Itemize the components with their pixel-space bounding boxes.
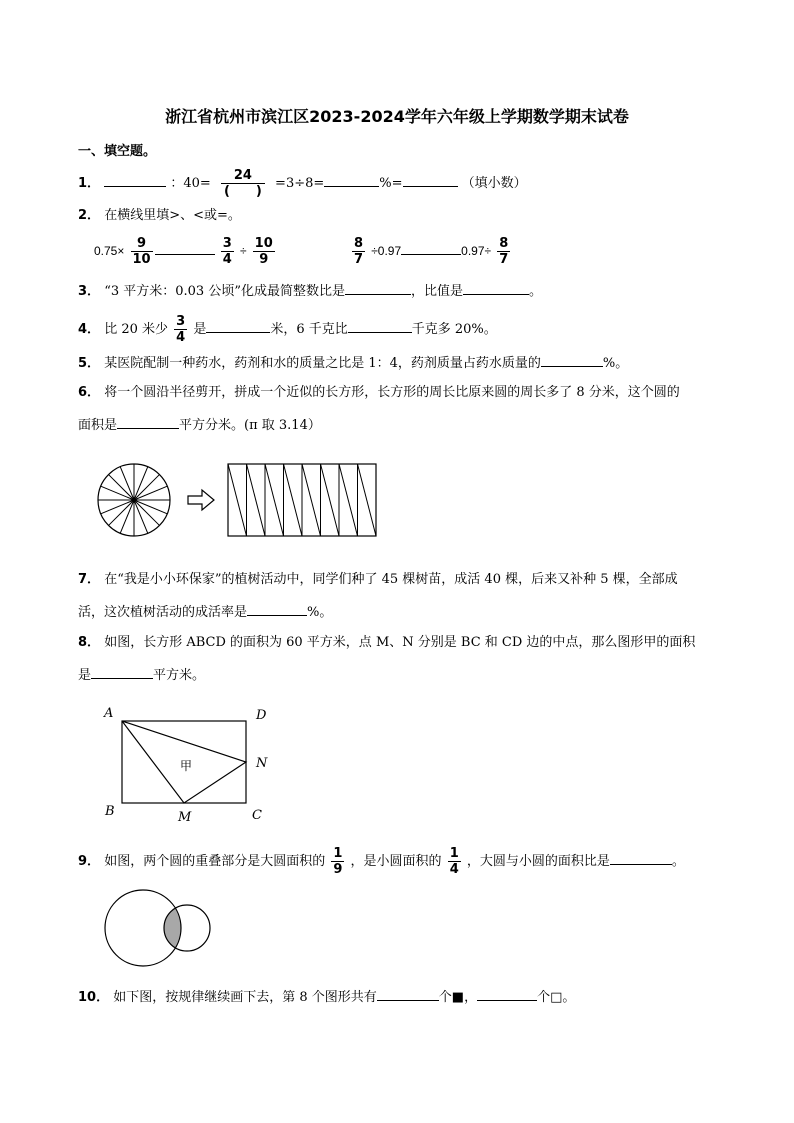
fraction-numerator: 1 bbox=[449, 846, 459, 861]
question-number: 7． bbox=[78, 572, 101, 587]
q1-text-1: ：40= bbox=[170, 176, 211, 191]
answer-blank[interactable] bbox=[477, 986, 537, 1001]
q9-text-1: 如图，两个圆的重叠部分是大圆面积的 bbox=[104, 854, 326, 869]
tooth-diagonal bbox=[265, 464, 284, 536]
q6-text-a: 面积是 bbox=[78, 418, 118, 433]
radius-line bbox=[109, 475, 134, 500]
fraction-denominator: 4 bbox=[222, 252, 232, 267]
question-8 bbox=[78, 633, 695, 653]
tooth-diagonal bbox=[358, 464, 377, 536]
question-number: 4． bbox=[78, 322, 101, 337]
rectangle-teeth bbox=[228, 464, 376, 536]
answer-blank[interactable] bbox=[155, 240, 215, 255]
tooth-diagonal bbox=[228, 464, 247, 536]
q9-fraction-1 bbox=[331, 846, 344, 877]
q10-text-3: 个□。 bbox=[537, 990, 576, 1005]
question-2 bbox=[78, 206, 241, 226]
q3-text-1: “3 平方米：0.03 公顷”化成最简整数比是 bbox=[104, 284, 345, 299]
answer-blank[interactable] bbox=[345, 280, 411, 295]
answer-blank[interactable] bbox=[117, 414, 179, 429]
label-d: D bbox=[256, 708, 267, 723]
q2-compare-a bbox=[94, 236, 277, 267]
q1-fraction bbox=[221, 168, 265, 199]
q4-text-2: 是 bbox=[193, 322, 207, 337]
q7-text-a: 活，这次植树活动的成活率是 bbox=[78, 605, 248, 620]
q2-a-fraction-3 bbox=[253, 236, 275, 267]
q2-b-post: 0.97÷ bbox=[461, 244, 492, 258]
q2-a-prefix: 0.75× bbox=[94, 244, 125, 258]
question-number: 5． bbox=[78, 356, 101, 371]
question-number: 8． bbox=[78, 635, 101, 650]
question-number: 1． bbox=[78, 176, 101, 191]
q8-line-1: 如图，长方形 ABCD 的面积为 60 平方米，点 M、N 分别是 BC 和 CD 边的中点，那么图形甲的面积 bbox=[104, 635, 696, 650]
q1-text-3: %= bbox=[379, 176, 403, 191]
q5-text-1: 某医院配制一种药水，药剂和水的质量之比是 1：4，药剂质量占药水质量的 bbox=[104, 356, 541, 371]
q7-line-1: 在“我是小小环保家”的植树活动中，同学们种了 45 棵树苗，成活 40 棵，后来又补种 5 棵，全部成 bbox=[104, 572, 678, 587]
question-3 bbox=[78, 280, 542, 302]
fraction-denominator: 7 bbox=[499, 252, 509, 267]
answer-blank[interactable] bbox=[463, 280, 529, 295]
q4-text-3: 米，6 千克比 bbox=[270, 322, 348, 337]
question-6 bbox=[78, 383, 680, 403]
q2-compare-b bbox=[350, 236, 512, 267]
answer-blank[interactable] bbox=[104, 172, 166, 187]
question-9 bbox=[78, 846, 685, 877]
fraction-denominator[interactable]: ( ) bbox=[223, 184, 262, 199]
fraction-denominator: 4 bbox=[176, 330, 186, 345]
q1-text-2: =3÷8= bbox=[275, 176, 325, 191]
answer-blank[interactable] bbox=[403, 172, 458, 187]
label-b: B bbox=[105, 804, 115, 819]
fraction-denominator: 9 bbox=[333, 862, 343, 877]
q10-text-2: 个■， bbox=[438, 990, 478, 1005]
q4-text-4: 千克多 20%。 bbox=[411, 322, 497, 337]
q6-line-1: 将一个圆沿半径剪开，拼成一个近似的长方形，长方形的周长比原来圆的周长多了 8 分米，这个圆的 bbox=[104, 385, 680, 400]
answer-blank[interactable] bbox=[610, 850, 672, 865]
fraction-numerator: 8 bbox=[354, 236, 364, 251]
question-6-line-2 bbox=[78, 414, 321, 436]
fraction-denominator: 4 bbox=[449, 862, 459, 877]
arrow-right-icon bbox=[188, 490, 214, 510]
q2-a-fraction-1 bbox=[131, 236, 153, 267]
question-number: 6． bbox=[78, 385, 101, 400]
fraction-numerator: 8 bbox=[499, 236, 509, 251]
q9-circles-figure bbox=[104, 888, 216, 970]
question-5 bbox=[78, 352, 628, 374]
q10-text-1: 如下图，按规律继续画下去，第 8 个图形共有 bbox=[113, 990, 377, 1005]
q9-fraction-2 bbox=[448, 846, 461, 877]
tooth-diagonal bbox=[302, 464, 321, 536]
q8-rectangle-figure bbox=[100, 703, 280, 825]
radius-line bbox=[134, 500, 159, 525]
question-7 bbox=[78, 570, 678, 590]
answer-blank[interactable] bbox=[541, 352, 603, 367]
question-8-line-2 bbox=[78, 664, 205, 686]
answer-blank[interactable] bbox=[247, 601, 307, 616]
question-1 bbox=[78, 168, 527, 199]
page-title: 浙江省杭州市滨江区2023-2024学年六年级上学期数学期末试卷 bbox=[165, 107, 629, 126]
fraction-numerator: 9 bbox=[131, 236, 153, 252]
fraction-numerator: 24 bbox=[221, 168, 265, 184]
answer-blank[interactable] bbox=[401, 240, 461, 255]
radius-line bbox=[134, 475, 159, 500]
q6-text-b: 平方分米。(π 取 3.14） bbox=[179, 418, 321, 433]
q7-text-b: %。 bbox=[307, 605, 333, 620]
q6-figure bbox=[96, 462, 381, 542]
q2-b-fraction-2 bbox=[497, 236, 510, 267]
q4-text-1: 比 20 米少 bbox=[104, 322, 168, 337]
q2-b-fraction-1 bbox=[352, 236, 365, 267]
tooth-diagonal bbox=[247, 464, 266, 536]
question-number: 3． bbox=[78, 284, 101, 299]
fraction-numerator: 10 bbox=[254, 236, 273, 251]
fraction-numerator: 3 bbox=[176, 314, 186, 329]
q9-text-2: ，是小圆面积的 bbox=[350, 854, 442, 869]
q9-text-4: 。 bbox=[671, 854, 685, 869]
q2-a-fraction-2 bbox=[221, 236, 234, 267]
q3-text-2: ，比值是 bbox=[410, 284, 463, 299]
answer-blank[interactable] bbox=[324, 172, 379, 187]
q8-text-b: 平方米。 bbox=[153, 668, 206, 683]
answer-blank[interactable] bbox=[348, 318, 412, 333]
section-heading: 一、填空题。 bbox=[78, 144, 157, 159]
q2-a-operator: ÷ bbox=[239, 244, 247, 258]
tooth-diagonal bbox=[321, 464, 340, 536]
answer-blank[interactable] bbox=[91, 664, 153, 679]
label-n: N bbox=[256, 756, 268, 771]
question-number: 10． bbox=[78, 990, 110, 1005]
label-jia: 甲 bbox=[180, 759, 193, 773]
tooth-diagonal bbox=[284, 464, 303, 536]
fraction-denominator: 9 bbox=[259, 252, 269, 267]
label-m: M bbox=[178, 810, 192, 825]
q4-fraction bbox=[174, 314, 187, 345]
question-4 bbox=[78, 314, 497, 345]
question-number: 2． bbox=[78, 208, 101, 223]
q9-text-3: ，大圆与小圆的面积比是 bbox=[466, 854, 610, 869]
fraction-numerator: 3 bbox=[222, 236, 232, 251]
answer-blank[interactable] bbox=[206, 318, 270, 333]
q1-text-4: （填小数） bbox=[461, 176, 527, 191]
question-number: 9． bbox=[78, 854, 101, 869]
q2-b-middle: ÷0.97 bbox=[371, 244, 402, 258]
fraction-numerator: 1 bbox=[333, 846, 343, 861]
fraction-denominator: 10 bbox=[132, 252, 151, 267]
radius-line bbox=[109, 500, 134, 525]
question-7-line-2 bbox=[78, 601, 332, 623]
tooth-diagonal bbox=[339, 464, 358, 536]
question-10 bbox=[78, 986, 575, 1008]
q3-text-3: 。 bbox=[528, 284, 542, 299]
label-c: C bbox=[252, 808, 262, 823]
fraction-denominator: 7 bbox=[354, 252, 364, 267]
q8-text-a: 是 bbox=[78, 668, 92, 683]
q5-text-2: %。 bbox=[602, 356, 629, 371]
label-a: A bbox=[104, 706, 114, 721]
answer-blank[interactable] bbox=[377, 986, 439, 1001]
q2-text: 在横线里填>、<或=。 bbox=[104, 208, 241, 223]
